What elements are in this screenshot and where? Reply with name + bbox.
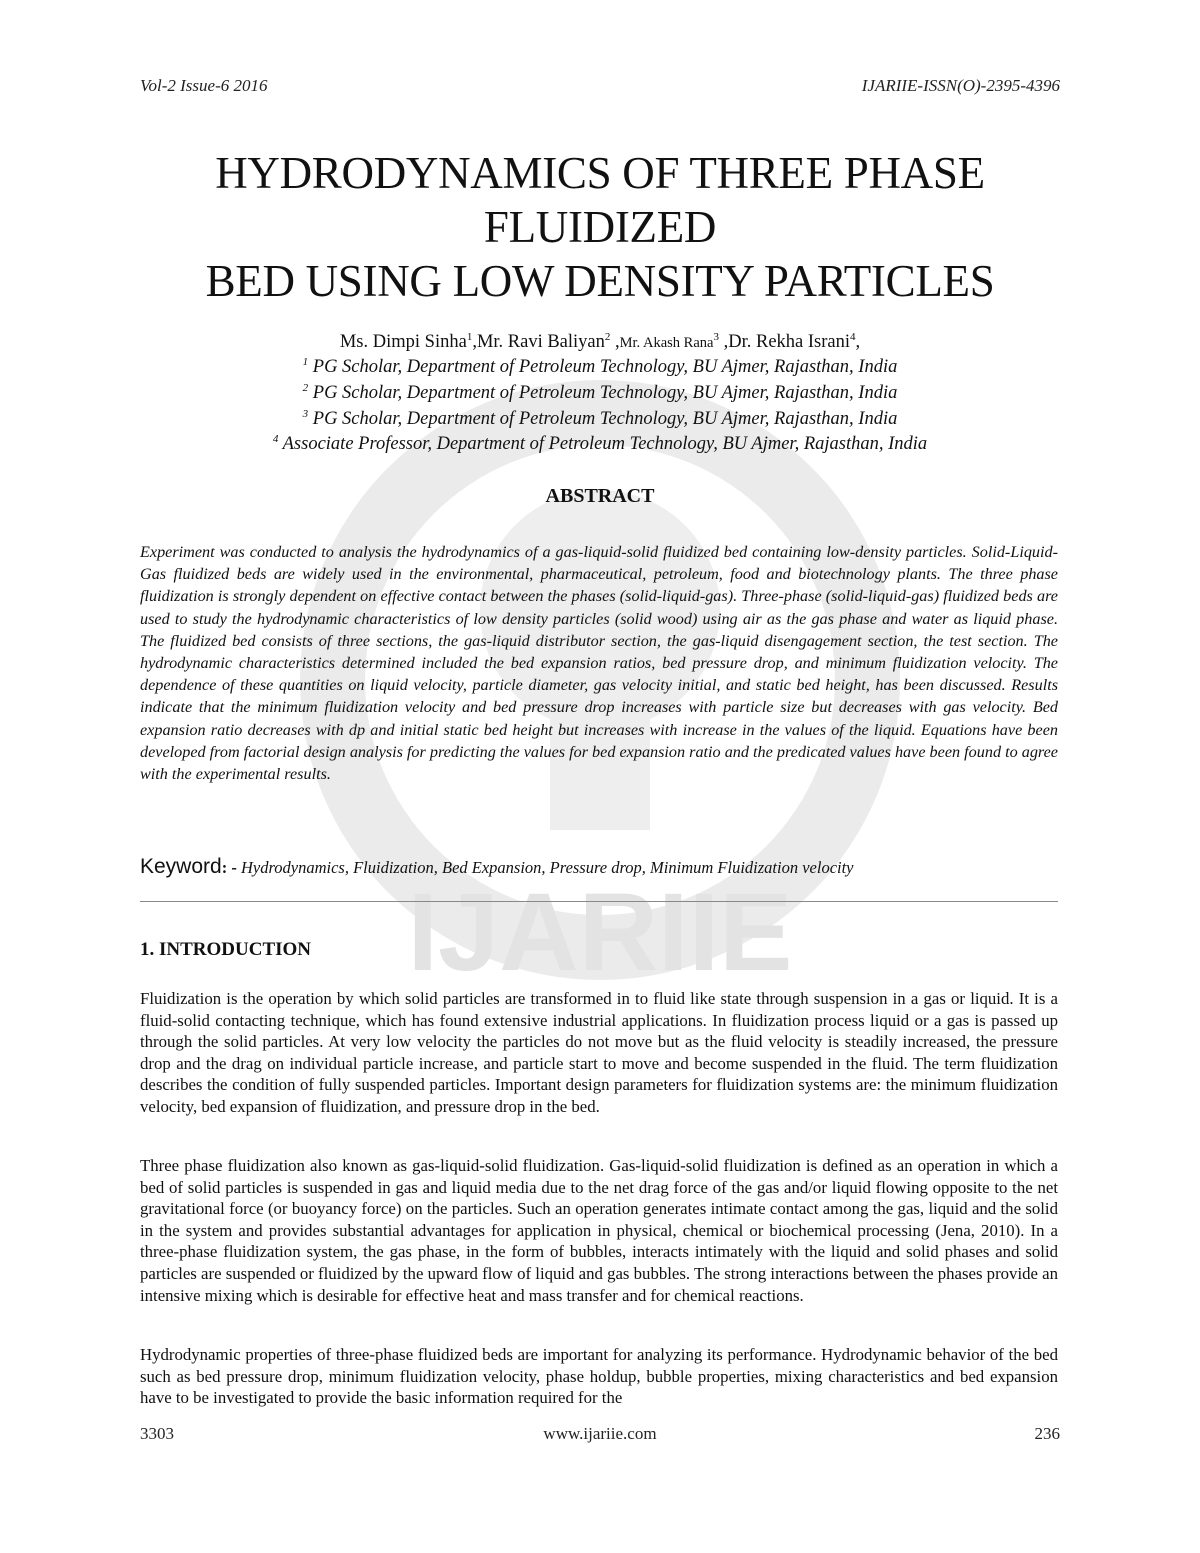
affiliation-4: $^4$ Associate Professor, Department of Petroleum Technology, BU Ajmer, Rajasthan, India — [272, 432, 928, 454]
introduction-paragraph-3: Hydrodynamic properties of three-phase fluidized beds are important for analyzing its performance. Hydrodynamic behavior of the bed such as bed pressure drop, minimum fluidization velocity, phase holdup, bubble properties, mixing characteristics and bed expansion have to be investigated to provide the basic information required for the — [140, 1345, 1058, 1408]
title-line-2: FLUIDIZED — [483, 202, 717, 252]
footer-paper-id: 3303 — [140, 1424, 174, 1443]
watermark-text: IJARIIE — [407, 871, 793, 994]
abstract-text: Experiment was conducted to analysis the hydrodynamics of a gas-liquid-solid fluidized bed containing low-density particles. Solid-Liquid-Gas fluidized beds are widely used in the environmental, pharmaceutical, petroleum, food and biotechnology plants. The three phase fluidization is strongly dependent on effective contact between the phases (solid-liquid-gas). Three-phase (solid-liquid-gas) fluidized beds are used to study the hydrodynamic characteristics of low density particles (solid wood) using air as the gas phase and water as liquid phase. The fluidized bed consists of three sections, the gas-liquid distributor section, the gas-liquid disengagement section, the test section. The hydrodynamic characteristics determined included the bed expansion ratios, bed pressure drop, and minimum fluidization velocity. The dependence of these quantities on liquid velocity, particle diameter, gas velocity initial, and static bed height, has been discussed. Results indicate that the minimum fluidization velocity and bed pressure drop increases with particle size but decreases with gas velocity. Bed expansion ratio decreases with dp and initial static bed height but increases with increase in the values of the liquid. Equations have been developed from factorial design analysis for predicting the values for bed expansion ratio and the predicated values have been found to agree with the experimental results. — [140, 543, 1058, 784]
keyword-separator: : - — [221, 858, 241, 877]
introduction-heading: 1. INTRODUCTION — [140, 939, 312, 960]
author-sup: 1 — [466, 330, 473, 343]
author-name: Mr. Akash Rana — [619, 335, 714, 351]
author-sup: 3 — [713, 330, 719, 343]
author-list: Ms. Dimpi Sinha$^1$,Mr. Ravi Baliyan$^2$ ,Mr. Akash Rana$^3$ ,Dr. Rekha Israni$^4$, — [339, 330, 861, 352]
section-divider — [140, 901, 1058, 902]
author-name: Mr. Ravi Baliyan — [476, 332, 605, 352]
affiliation-3: $^3$ PG Scholar, Department of Petroleum Technology, BU Ajmer, Rajasthan, India — [302, 407, 898, 429]
keyword-values: Hydrodynamics, Fluidization, Bed Expansion, Pressure drop, Minimum Fluidization velocity — [240, 858, 854, 877]
footer-website: www.ijariie.com — [543, 1424, 657, 1443]
paper-title — [100, 146, 1100, 308]
footer-page-number: 236 — [1034, 1424, 1060, 1443]
introduction-paragraph-1: Fluidization is the operation by which solid particles are transformed in to fluid like state through suspension in a gas or liquid. It is a fluid-solid contacting technique, which has found extensive industrial applications. In fluidization process liquid or a gas is passed up through the solid particles. At very low velocity the particles do not move but as the fluid velocity is steadily increased, the pressure drop and the drag on individual particle increase, and particle start to move and become suspended in the fluid. The term fluidization describes the condition of fully suspended particles. Important design parameters for fluidization systems are: the minimum fluidization velocity, bed expansion of fluidization, and pressure drop in the bed. — [140, 989, 1058, 1116]
title-line-1: HYDRODYNAMICS OF THREE PHASE — [215, 148, 985, 198]
abstract-heading: ABSTRACT — [545, 485, 655, 507]
affiliation-2: $^2$ PG Scholar, Department of Petroleum Technology, BU Ajmer, Rajasthan, India — [302, 381, 898, 403]
running-header-volume: Vol-2 Issue-6 2016 — [140, 76, 268, 95]
running-header-issn: IJARIIE-ISSN(O)-2395-4396 — [861, 76, 1060, 95]
affiliation-1: $^1$ PG Scholar, Department of Petroleum Technology, BU Ajmer, Rajasthan, India — [302, 355, 898, 377]
author-name: Ms. Dimpi Sinha — [339, 332, 467, 352]
author-sup: 4 — [850, 330, 856, 343]
keyword-label: Keyword — [140, 855, 222, 878]
introduction-paragraph-2: Three phase fluidization also known as gas-liquid-solid fluidization. Gas-liquid-solid fluidization is defined as an operation in which a bed of solid particles is suspended in gas and liquid media due to the net drag force of the gas and/or liquid flowing opposite to the net gravitational force (or buoyancy force) on the particles. Such an operation generates intimate contact among the gas, liquid and the solid in the system and provides substantial advantages for application in physical, chemical or biochemical processing (Jena, 2010). In a three-phase fluidization system, the gas phase, in the form of bubbles, interacts intimately with the liquid and solid phases and solid particles are suspended or fluidized by the upward flow of liquid and gas bubbles. The strong interactions between the phases provide an intensive mixing which is desirable for effective heat and mass transfer and for chemical reactions. — [140, 1156, 1058, 1305]
keywords — [140, 855, 1060, 879]
author-name: Dr. Rekha Israni — [728, 332, 850, 352]
author-sup: 2 — [604, 330, 611, 343]
title-line-3: BED USING LOW DENSITY PARTICLES — [205, 256, 995, 306]
